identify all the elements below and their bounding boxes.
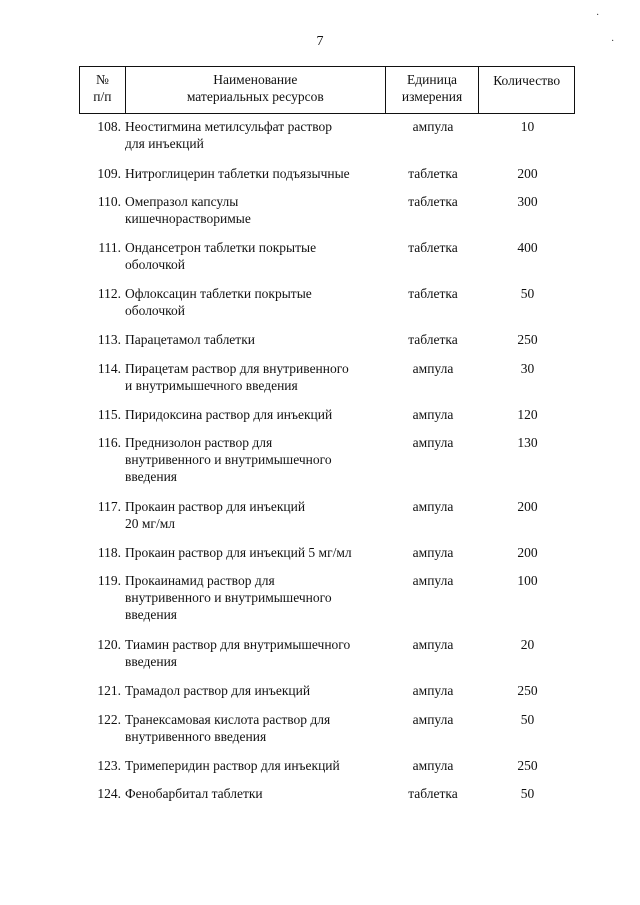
row-number: 109. (97, 166, 121, 181)
scan-mark: · (596, 10, 600, 21)
row-name-line: введения (125, 654, 178, 669)
row-name-line: Прокаин раствор для инъекций 5 мг/мл (125, 545, 352, 560)
row-name-line: Нитроглицерин таблетки подъязычные (125, 166, 350, 181)
header-unit-line2: измерения (401, 89, 463, 104)
row-name (125, 285, 387, 319)
row-name (125, 118, 387, 152)
row-number: 112. (97, 286, 121, 301)
row-name (125, 165, 387, 182)
row-name (125, 360, 387, 394)
row-name-line: Парацетамол таблетки (125, 332, 255, 347)
row-unit: таблетка (408, 166, 458, 181)
row-quantity: 200 (517, 545, 538, 560)
header-qty: Количество (493, 73, 561, 88)
row-name-line: кишечнорастворимые (125, 211, 251, 226)
row-name (125, 572, 387, 623)
row-number: 115. (97, 407, 121, 422)
row-quantity: 50 (520, 286, 535, 301)
row-number: 117. (97, 499, 121, 514)
row-number: 108. (97, 119, 121, 134)
table-header (79, 66, 575, 114)
row-quantity: 30 (520, 361, 535, 376)
row-name-line: оболочкой (125, 257, 185, 272)
row-name (125, 682, 387, 699)
row-unit: ампула (412, 683, 454, 698)
row-quantity: 250 (517, 683, 538, 698)
row-name-line: Неостигмина метилсульфат раствор (125, 119, 333, 134)
row-name-line: Прокаин раствор для инъекций (125, 499, 306, 514)
header-name-line2: материальных ресурсов (186, 89, 324, 104)
page-number: 7 (316, 34, 324, 49)
row-name-line: Ондансетрон таблетки покрытые (125, 240, 317, 255)
row-name-line: введения (125, 469, 178, 484)
row-quantity: 20 (520, 637, 535, 652)
row-name-line: Офлоксацин таблетки покрытые (125, 286, 312, 301)
row-name-line: для инъекций (125, 136, 204, 151)
row-name-line: внутривенного введения (125, 729, 267, 744)
row-unit: таблетка (408, 194, 458, 209)
row-quantity: 200 (517, 499, 538, 514)
row-quantity: 400 (517, 240, 538, 255)
row-unit: ампула (412, 637, 454, 652)
row-name (125, 239, 387, 273)
row-name (125, 711, 387, 745)
row-name-line: введения (125, 607, 178, 622)
row-name-line: оболочкой (125, 303, 185, 318)
row-unit: таблетка (408, 240, 458, 255)
row-quantity: 250 (517, 758, 538, 773)
row-unit: ампула (412, 758, 454, 773)
row-number: 120. (97, 637, 121, 652)
row-quantity: 120 (517, 407, 538, 422)
row-name-line: Пирацетам раствор для внутривенного (125, 361, 349, 376)
row-number: 118. (97, 545, 121, 560)
row-number: 123. (97, 758, 121, 773)
row-name-line: Омепразол капсулы (125, 194, 239, 209)
header-unit (386, 67, 480, 113)
header-num (80, 67, 126, 113)
row-number: 116. (97, 435, 121, 450)
row-number: 119. (97, 573, 121, 588)
row-name (125, 544, 387, 561)
row-number: 113. (97, 332, 121, 347)
row-unit: ампула (412, 361, 454, 376)
header-name (126, 67, 386, 113)
row-name (125, 406, 387, 423)
row-unit: таблетка (408, 332, 458, 347)
row-number: 124. (97, 786, 121, 801)
row-quantity: 10 (520, 119, 535, 134)
row-name-line: Тиамин раствор для внутримышечного (125, 637, 351, 652)
row-name-line: Транексамовая кислота раствор для (125, 712, 331, 727)
row-unit: ампула (412, 119, 454, 134)
row-unit: таблетка (408, 786, 458, 801)
row-number: 114. (97, 361, 121, 376)
header-num-line1: № (95, 72, 109, 87)
row-quantity: 250 (517, 332, 538, 347)
row-number: 122. (97, 712, 121, 727)
row-name (125, 498, 387, 532)
row-unit: ампула (412, 499, 454, 514)
row-unit: ампула (412, 435, 454, 450)
row-quantity: 300 (517, 194, 538, 209)
row-unit: ампула (412, 545, 454, 560)
resources-table (79, 66, 575, 114)
row-name-line: Тримеперидин раствор для инъекций (125, 758, 340, 773)
header-num-line2: п/п (93, 89, 112, 104)
row-name-line: 20 мг/мл (125, 516, 175, 531)
row-unit: ампула (412, 573, 454, 588)
row-unit: ампула (412, 407, 454, 422)
row-name (125, 636, 387, 670)
row-name-line: Трамадол раствор для инъекций (125, 683, 311, 698)
row-quantity: 50 (520, 786, 535, 801)
row-name-line: Пиридоксина раствор для инъекций (125, 407, 333, 422)
row-quantity: 50 (520, 712, 535, 727)
header-unit-line1: Единица (407, 72, 458, 87)
row-unit: таблетка (408, 286, 458, 301)
row-unit: ампула (412, 712, 454, 727)
row-name-line: Преднизолон раствор для (125, 435, 273, 450)
row-number: 121. (97, 683, 121, 698)
row-name (125, 785, 387, 802)
header-name-line1: Наименование (213, 72, 298, 87)
row-name (125, 193, 387, 227)
row-quantity: 100 (517, 573, 538, 588)
row-number: 111. (98, 240, 121, 255)
row-name (125, 434, 387, 485)
row-quantity: 130 (517, 435, 538, 450)
row-name-line: и внутримышечного введения (125, 378, 298, 393)
row-name (125, 757, 387, 774)
row-name-line: Прокаинамид раствор для (125, 573, 275, 588)
scan-mark: · (611, 36, 615, 47)
row-number: 110. (97, 194, 121, 209)
row-name (125, 331, 387, 348)
row-name-line: Фенобарбитал таблетки (125, 786, 263, 801)
row-name-line: внутривенного и внутримышечного (125, 452, 332, 467)
row-name-line: внутривенного и внутримышечного (125, 590, 332, 605)
row-quantity: 200 (517, 166, 538, 181)
